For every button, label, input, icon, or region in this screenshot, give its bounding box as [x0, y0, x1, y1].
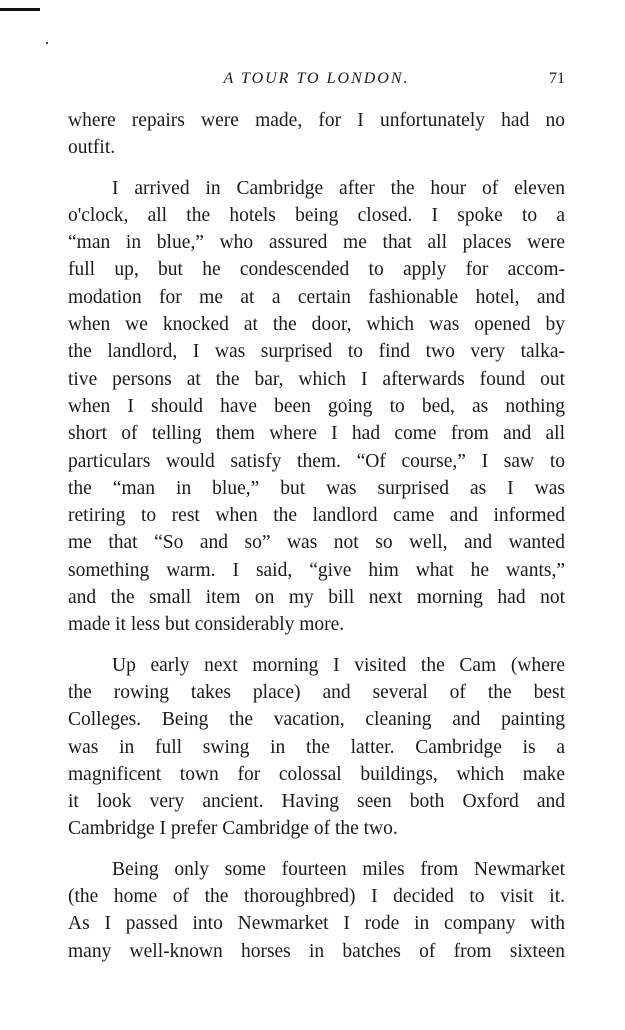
text-line: Cambridge I prefer Cambridge of the two. [68, 818, 398, 840]
text-line: tive persons at the bar, which I afterwards found out [68, 368, 565, 390]
text-line: many well-known horses in batches of from sixteen [68, 940, 565, 962]
text-line: As I passed into Newmarket I rode in company with [68, 913, 565, 935]
text-line: the “man in blue,” but was surprised as I was [68, 477, 565, 499]
paragraph [68, 175, 565, 639]
text-line: made it less but considerably more. [68, 614, 345, 636]
running-title: A TOUR TO LONDON. [223, 70, 410, 87]
text-line: (the home of the thoroughbred) I decided to visit it. [68, 886, 565, 908]
text-line: was in full swing in the latter. Cambridge is a [68, 736, 565, 758]
text-line: short of telling them where I had come from and all [68, 423, 565, 445]
text-line: particulars would satisfy them. “Of course,” I saw to [68, 450, 565, 472]
text-line: o'clock, all the hotels being closed. I spoke to a [68, 204, 565, 226]
text-line: magnificent town for colossal buildings, which make [68, 763, 565, 785]
text-line: and the small item on my bill next morning had not [68, 587, 565, 609]
text-line: outfit. [68, 137, 116, 159]
text-line: where repairs were made, for I unfortunately had no [68, 110, 565, 131]
paragraph [68, 107, 565, 162]
text-line: it look very ancient. Having seen both Oxford and [68, 791, 565, 813]
text-line: when we knocked at the door, which was opened by [68, 314, 565, 336]
paragraph [68, 856, 565, 965]
text-line: something warm. I said, “give him what he wants,” [68, 559, 565, 581]
text-line: I arrived in Cambridge after the hour of eleven [112, 177, 565, 199]
text-line: when I should have been going to bed, as nothing [68, 395, 565, 417]
text-line: Up early next morning I visited the Cam (where [112, 654, 565, 676]
text-line: modation for me at a certain fashionable hotel, and [68, 286, 565, 308]
scan-speck [46, 42, 48, 44]
text-line: Being only some fourteen miles from Newmarket [112, 858, 565, 880]
paragraph [68, 652, 565, 843]
text-line: retiring to rest when the landlord came and informed [68, 505, 565, 527]
text-line: the rowing takes place) and several of the best [68, 681, 565, 703]
text-line: Colleges. Being the vacation, cleaning and painting [68, 709, 565, 731]
page-header [68, 70, 565, 94]
scan-edge-mark [0, 8, 40, 11]
text-line: full up, but he condescended to apply for accom- [68, 259, 565, 281]
page-number: 71 [549, 70, 565, 87]
body-text [68, 107, 565, 978]
text-line: the landlord, I was surprised to find two very talka- [68, 341, 565, 363]
text-line: “man in blue,” who assured me that all places were [68, 232, 565, 254]
text-line: me that “So and so” was not so well, and wanted [68, 532, 565, 554]
